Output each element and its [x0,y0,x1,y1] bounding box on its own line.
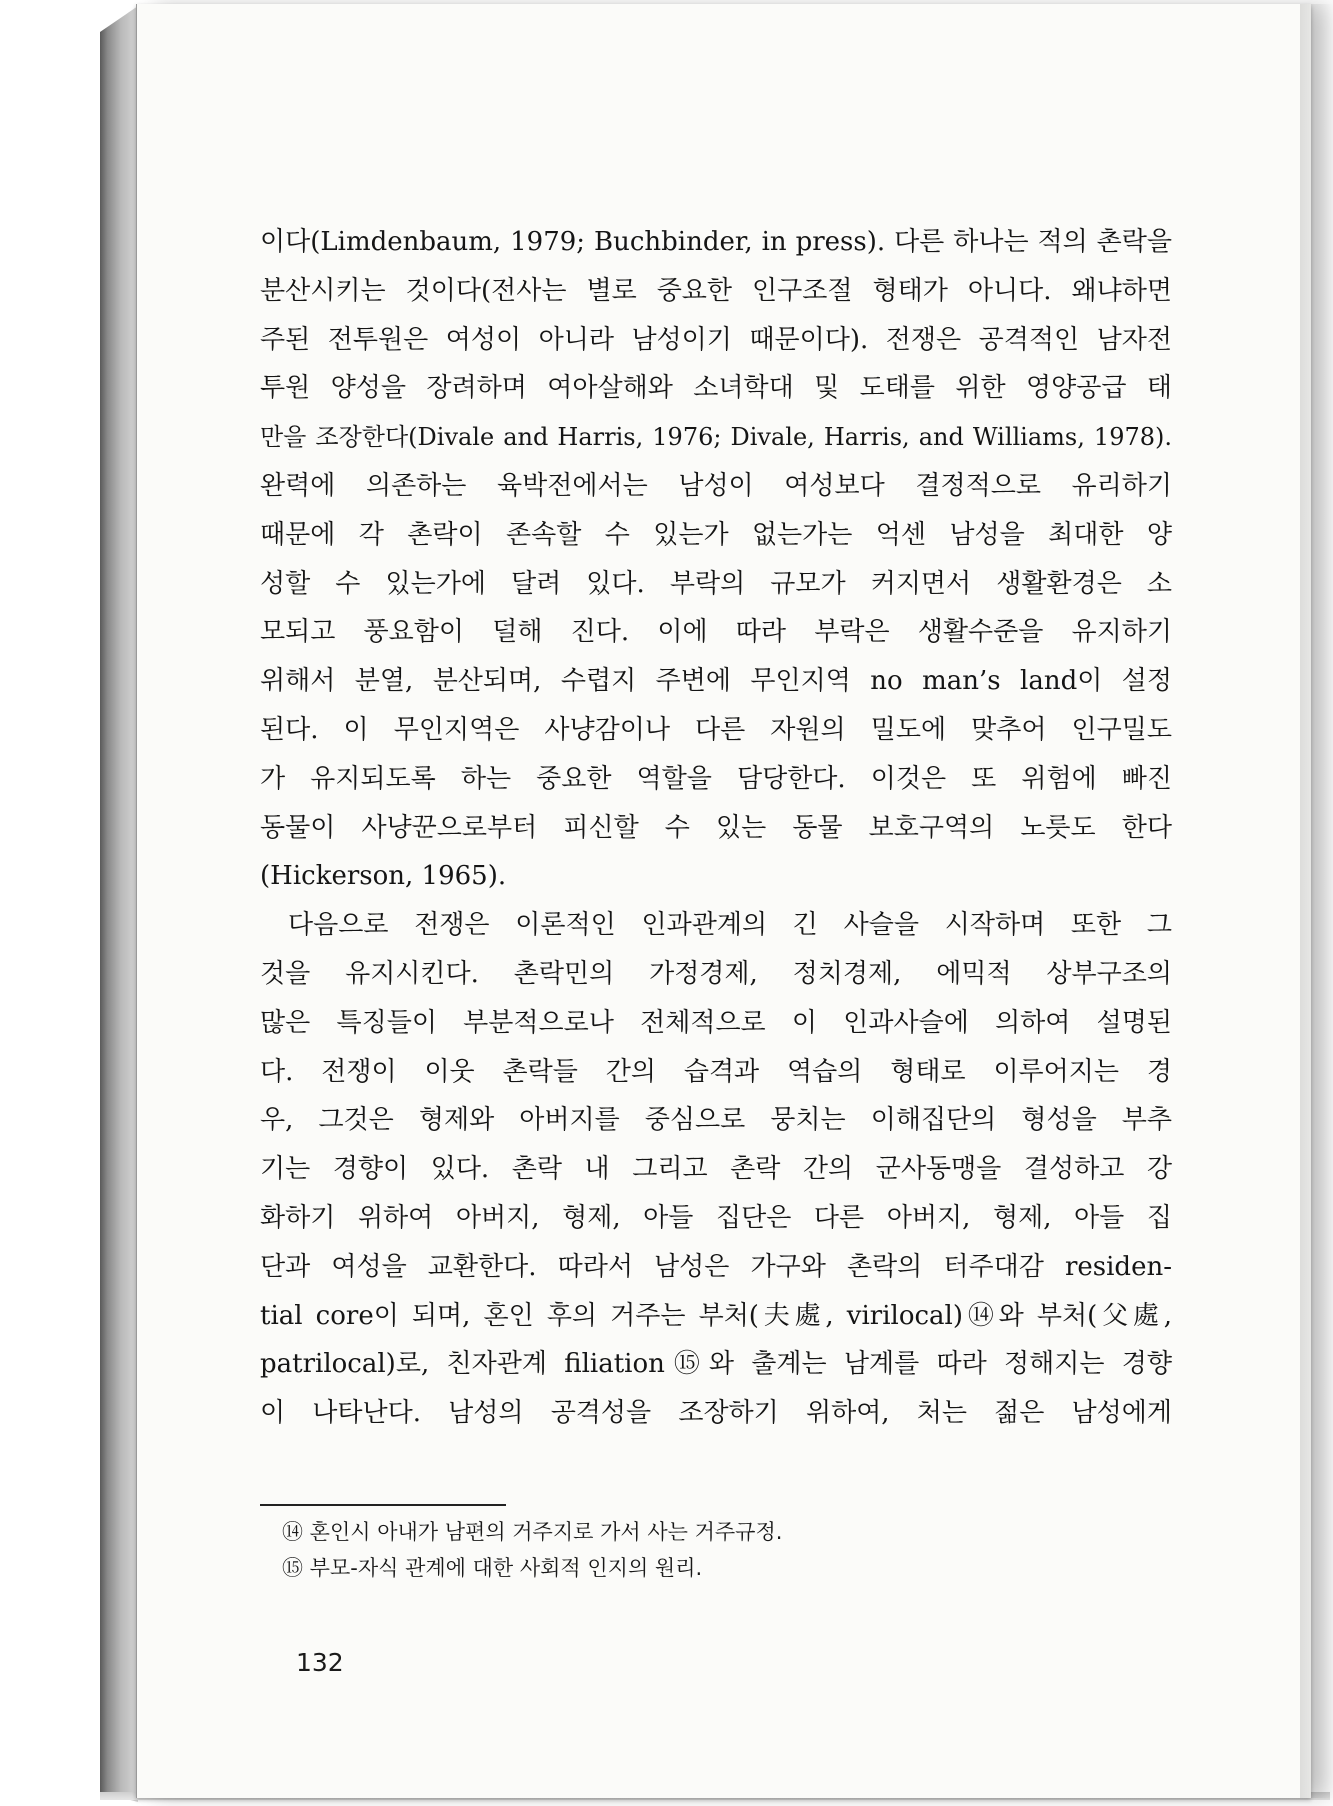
footnote-14: ⑭ 혼인시 아내가 남편의 거주지로 가서 사는 거주규정. [282,1520,783,1544]
text-line: 때문에 각 촌락이 존속할 수 있는가 없는가는 억센 남성을 최대한 양 [260,519,1172,550]
text-line: 이다(Limdenbaum, 1979; Buchbinder, in press). 다른 하나는 적의 촌락을 [260,227,1172,257]
text-line: 된다. 이 무인지역은 사냥감이나 다른 자원의 밀도에 맞추어 인구밀도 [260,714,1172,745]
page-shadow [1300,4,1333,1798]
text-line: 동물이 사냥꾼으로부터 피신할 수 있는 동물 보호구역의 노릇도 한다 [260,812,1172,843]
footnote-divider [260,1504,506,1506]
text-line: tial core이 되며, 혼인 후의 거주는 부처(夫處, virilocal)⑭와 부처(父處, [260,1300,1172,1331]
footnotes [282,1514,782,1586]
book-spine [100,6,138,1802]
text-line: 투원 양성을 장려하며 여아살해와 소녀학대 및 도태를 위한 영양공급 태 [260,373,1172,404]
text-line: 우, 그것은 형제와 아버지를 중심으로 뭉치는 이해집단의 형성을 부추 [260,1105,1172,1136]
text-line: 주된 전투원은 여성이 아니라 남성이기 때문이다). 전쟁은 공격적인 남자전 [260,324,1172,355]
text-line: 것을 유지시킨다. 촌락민의 가정경제, 정치경제, 에믹적 상부구조의 [260,958,1172,989]
text-line: 만을 조장한다(Divale and Harris, 1976; Divale, Harris, and Williams, 1978). [260,423,1172,452]
text-line: 많은 특징들이 부분적으로나 전체적으로 이 인과사슬에 의하여 설명된 [260,1007,1172,1038]
text-line: (Hickerson, 1965). [260,861,507,892]
text-line: 성할 수 있는가에 달려 있다. 부락의 규모가 커지면서 생활환경은 소 [260,568,1172,599]
text-line: 다. 전쟁이 이웃 촌락들 간의 습격과 역습의 형태로 이루어지는 경 [260,1056,1172,1087]
paragraph-first-line: 다음으로 전쟁은 이론적인 인과관계의 긴 사슬을 시작하며 또한 그 [288,910,1172,941]
text-line: 완력에 의존하는 육박전에서는 남성이 여성보다 결정적으로 유리하기 [260,470,1172,501]
text-line: 위해서 분열, 분산되며, 수렵지 주변에 무인지역 no man’s land이 설정 [260,666,1172,697]
text-line: 가 유지되도록 하는 중요한 역할을 담당한다. 이것은 또 위험에 빠진 [260,763,1172,794]
text-line: 단과 여성을 교환한다. 따라서 남성은 가구와 촌락의 터주대감 residen- [260,1251,1172,1282]
text-line: 이 나타난다. 남성의 공격성을 조장하기 위하여, 처는 젊은 남성에게 [260,1398,1172,1429]
text-line: 모되고 풍요함이 덜해 진다. 이에 따라 부락은 생활수준을 유지하기 [260,617,1172,648]
text-line: patrilocal)로, 친자관계 filiation⑮와 출계는 남계를 따라 정해지는 경향 [260,1349,1172,1380]
page-number: 132 [296,1648,344,1677]
text-line: 분산시키는 것이다(전사는 별로 중요한 인구조절 형태가 아니다. 왜냐하면 [260,275,1172,306]
body-text [260,218,1172,1438]
text-line: 화하기 위하여 아버지, 형제, 아들 집단은 다른 아버지, 형제, 아들 집 [260,1202,1172,1233]
text-line: 기는 경향이 있다. 촌락 내 그리고 촌락 간의 군사동맹을 결성하고 강 [260,1154,1172,1185]
footnote-15: ⑮ 부모-자식 관계에 대한 사회적 인지의 원리. [282,1556,703,1580]
